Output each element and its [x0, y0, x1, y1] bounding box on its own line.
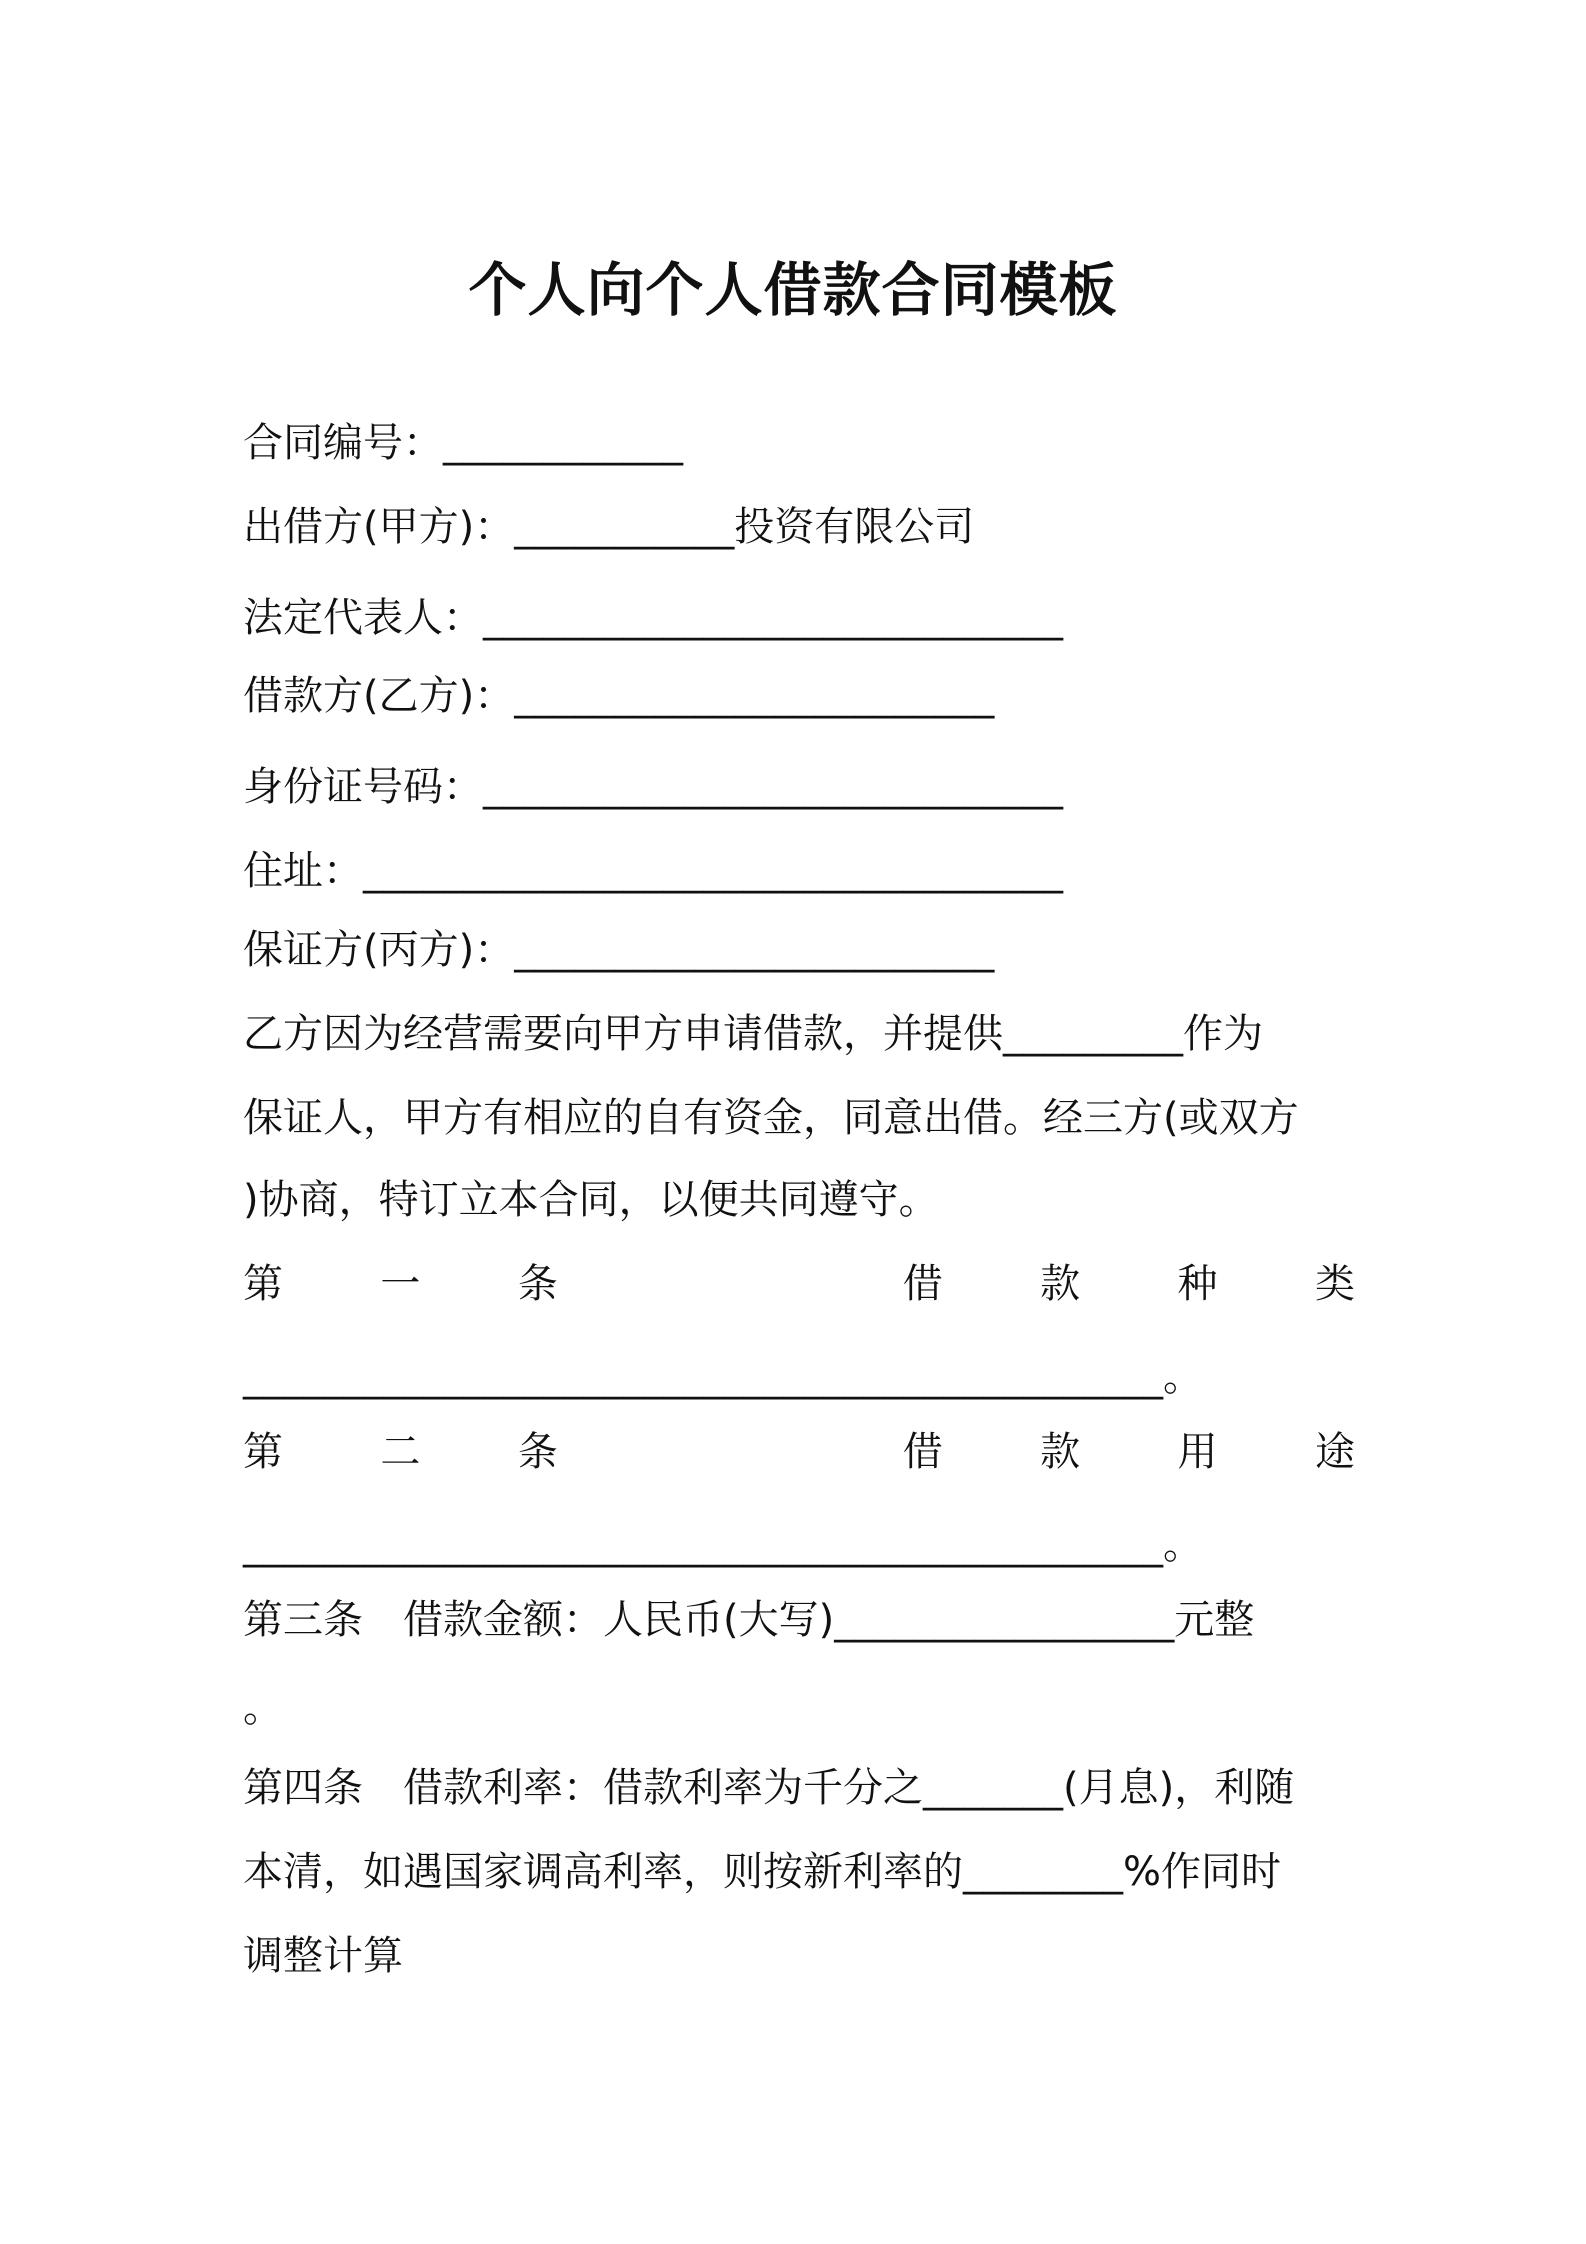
- article-2-char: 用: [1177, 1429, 1218, 1475]
- address-field: 住址：___________________________________: [243, 848, 1063, 894]
- article-2-char: 途: [1314, 1429, 1355, 1475]
- contract-number-field: 合同编号：____________: [243, 420, 683, 466]
- article-4-line-1: 第四条 借款利率：借款利率为千分之_______(月息)，利随: [243, 1765, 1295, 1811]
- document-title: 个人向个人借款合同模板: [468, 256, 1118, 324]
- article-3-line-2: 。: [243, 1685, 283, 1731]
- article-2-char: 条: [517, 1429, 558, 1475]
- article-1-blank: ______________________________________________。: [243, 1354, 1203, 1400]
- lender-field: 出借方(甲方)：___________投资有限公司: [243, 504, 975, 550]
- id-number-field: 身份证号码：_____________________________: [243, 764, 1063, 810]
- article-2-blank: ______________________________________________。: [243, 1522, 1203, 1568]
- spacer: [655, 1256, 805, 1312]
- article-1-char: 一: [380, 1261, 421, 1307]
- spacer: [655, 1424, 805, 1480]
- article-4-line-2: 本清，如遇国家调高利率，则按新利率的________%作同时: [243, 1849, 1282, 1895]
- guarantor-field: 保证方(丙方)：________________________: [243, 927, 995, 973]
- intro-line-1: 乙方因为经营需要向甲方申请借款，并提供_________作为: [243, 1011, 1263, 1057]
- article-2-heading: [243, 1424, 1355, 1480]
- article-2-char: 第: [243, 1429, 283, 1475]
- article-2-char: 款: [1040, 1429, 1081, 1475]
- article-1-char: 条: [517, 1261, 558, 1307]
- article-1-char: 借: [902, 1261, 943, 1307]
- article-1-char: 款: [1040, 1261, 1081, 1307]
- article-1-char: 类: [1314, 1261, 1355, 1307]
- article-2-char: 二: [380, 1429, 421, 1475]
- article-1-heading: [243, 1256, 1355, 1312]
- article-1-char: 种: [1177, 1261, 1218, 1307]
- intro-line-3: )协商，特订立本合同，以便共同遵守。: [243, 1177, 939, 1223]
- intro-line-2: 保证人，甲方有相应的自有资金，同意出借。经三方(或双方: [243, 1095, 1299, 1141]
- borrower-field: 借款方(乙方)：________________________: [243, 673, 995, 719]
- article-3-line-1: 第三条 借款金额：人民币(大写)_________________元整: [243, 1597, 1255, 1643]
- article-1-char: 第: [243, 1261, 283, 1307]
- legal-representative-field: 法定代表人：_____________________________: [243, 595, 1063, 641]
- article-4-line-3: 调整计算: [243, 1933, 403, 1979]
- article-2-char: 借: [902, 1429, 943, 1475]
